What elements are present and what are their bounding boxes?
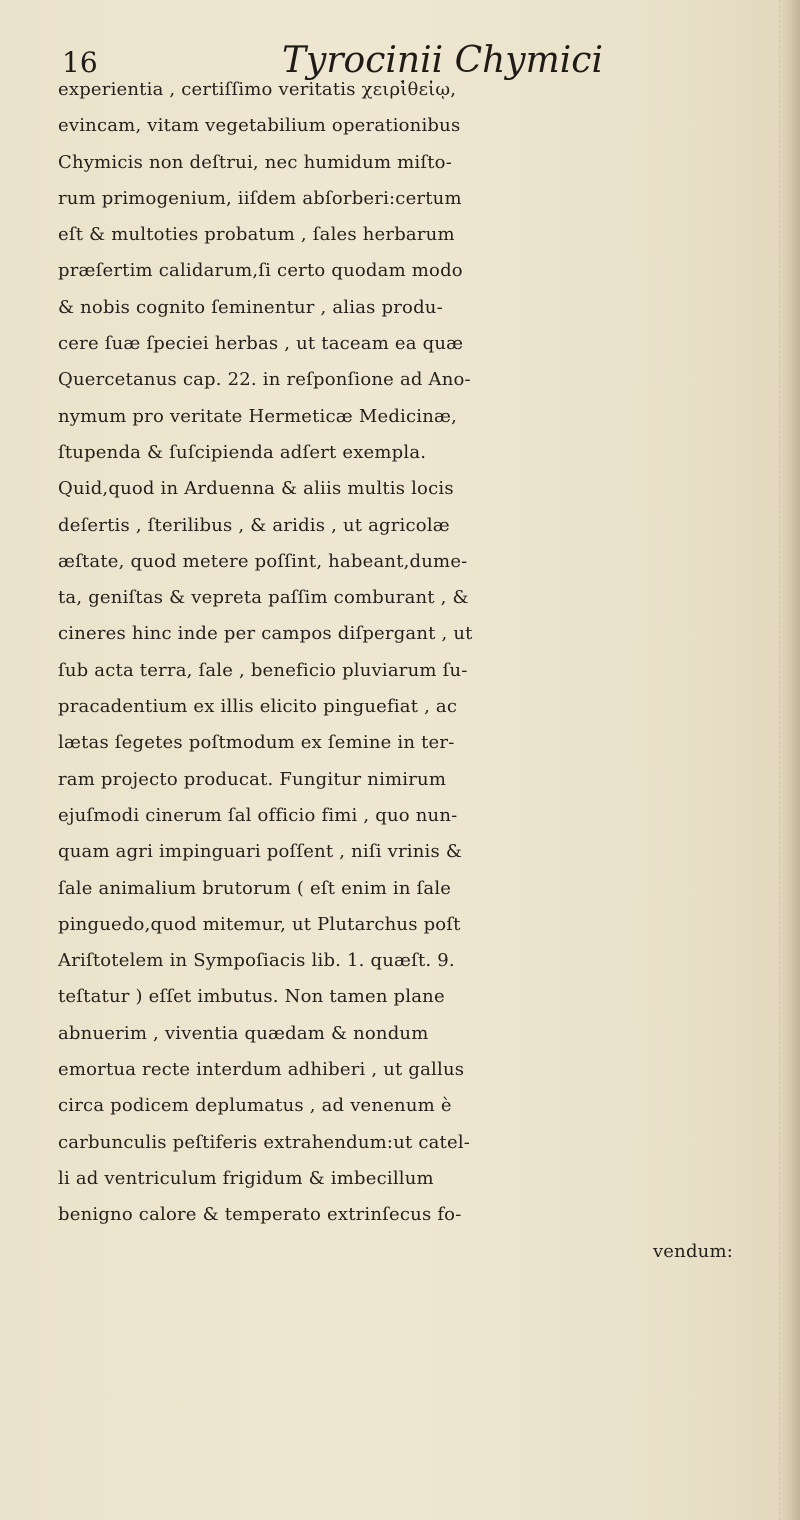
text-line: benigno calore & temperato extrinſecus fo- [58,1204,462,1226]
text-line: li ad ventriculum frigidum & imbecillum [58,1167,434,1189]
text-line: præſertim calidarum,ſi certo quodam modo [58,260,463,282]
text-line: ſub acta terra, ſale , beneficio pluviarum ſu- [58,659,468,681]
page-number: 16 [62,46,98,79]
text-line: abnuerim , viventia quædam & nondum [58,1022,429,1044]
body-text [58,72,778,1270]
text-line: & nobis cognito ſeminentur , alias produ- [58,296,443,318]
text-line: Quercetanus cap. 22. in reſponſione ad Ano- [58,369,471,391]
text-line: quam agri impinguari poſſent , niſi vrinis & [58,841,463,863]
text-line: ejuſmodi cinerum ſal officio fimi , quo nun- [58,804,458,826]
text-line: ſale animalium brutorum ( eſt enim in ſale [58,877,452,899]
text-line: deſertis , ſterilibus , & aridis , ut agricolæ [58,514,450,536]
text-line: circa podicem deplumatus , ad venenum è [58,1095,452,1117]
text-line: nymum pro veritate Hermeticæ Medicinæ, [58,405,458,427]
page-gutter [779,0,792,1520]
text-line-final: vendum: [652,1240,733,1262]
text-line: cineres hinc inde per campos diſpergant , ut [58,623,473,645]
text-line: teſtatur ) eſſet imbutus. Non tamen plane [58,986,445,1008]
text-line: experientia , certiſſimo veritatis χειρὶ̓θεἰῳ, [58,79,457,100]
text-line: emortua recte interdum adhiberi , ut gallus [58,1059,465,1081]
text-line: rum primogenium, iiſdem abſorberi:certum [58,187,462,209]
text-line: Chymicis non deſtrui, nec humidum miſto- [58,151,452,173]
text-line: Ariſtotelem in Sympoſiacis lib. 1. quæſt. 9. [58,950,455,972]
text-line: Quid,quod in Arduenna & aliis multis locis [58,478,454,500]
text-line: ſtupenda & ſuſcipienda adſert exempla. [58,441,427,463]
text-line: lætas ſegetes poſtmodum ex ſemine in ter- [58,732,455,754]
text-line: ram projecto producat. Fungitur nimirum [58,768,447,790]
text-line: æſtate, quod metere poſſint, habeant,dume- [58,550,468,572]
text-line: pinguedo,quod mitemur, ut Plutarchus poſt [58,913,461,935]
running-title: Tyrocinii Chymici [282,40,603,81]
text-line: ta, geniſtas & vepreta paſſim comburant , & [58,587,469,609]
text-line: eſt & multoties probatum , ſales herbarum [58,224,455,246]
text-line: carbunculis peſtiferis extrahendum:ut catel- [58,1131,471,1153]
text-line: cere ſuæ ſpeciei herbas , ut taceam ea quæ [58,333,464,355]
text-line: pracadentium ex illis elicito pinguefiat , ac [58,696,458,718]
text-line: evincam, vitam vegetabilium operationibus [58,115,461,137]
